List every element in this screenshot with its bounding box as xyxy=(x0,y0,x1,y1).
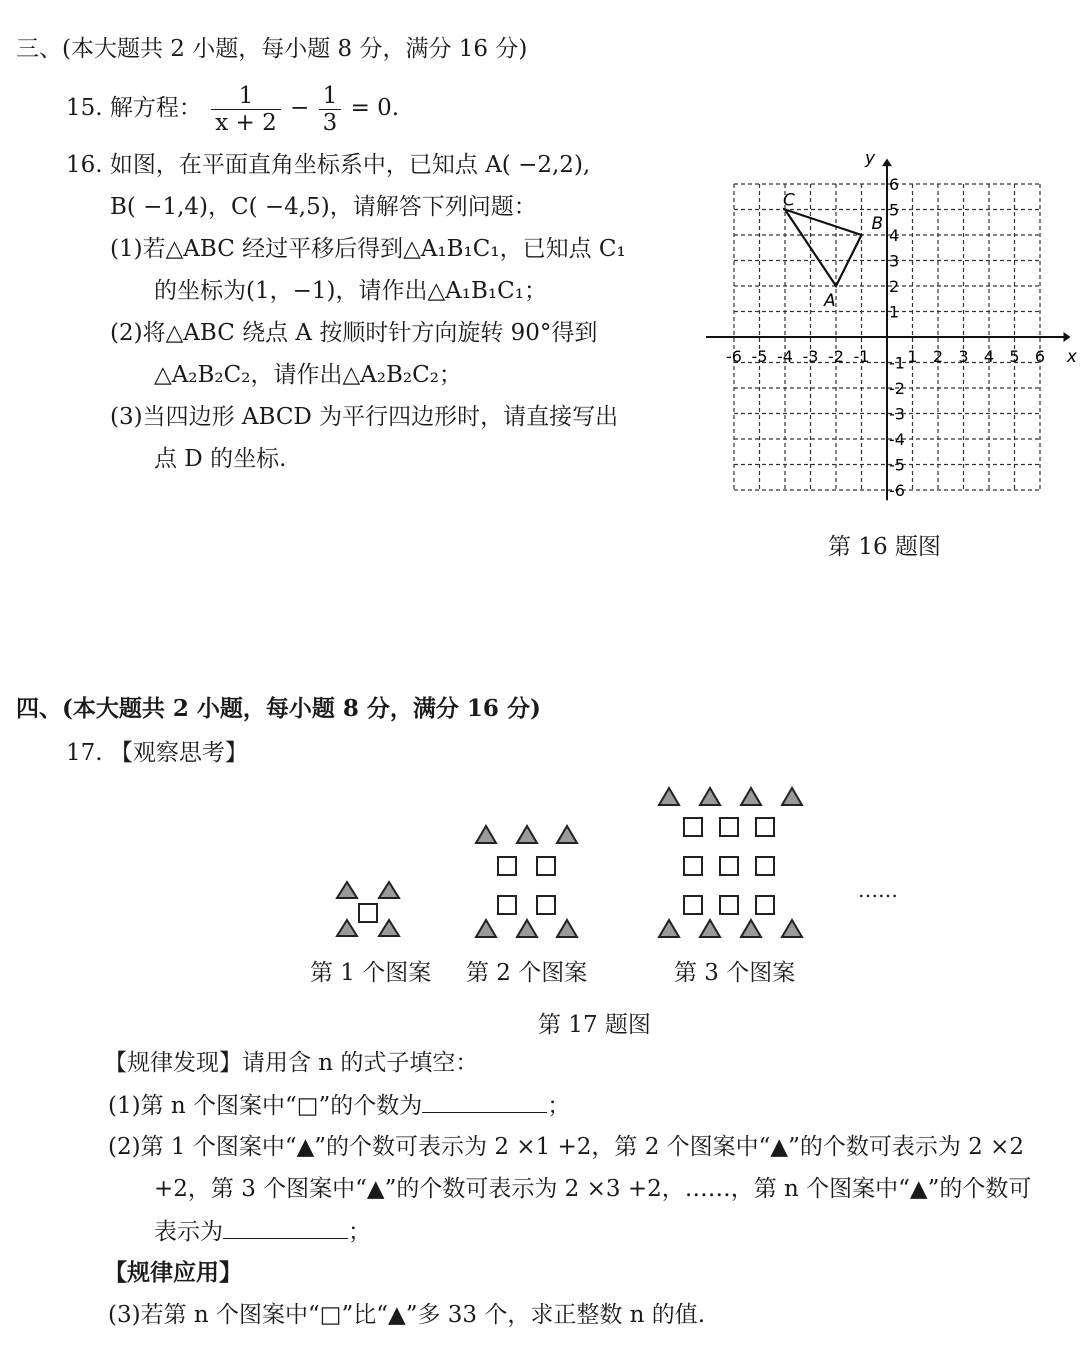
square-icon xyxy=(498,857,516,875)
q16-part3-a: (3)当四边形 ABCD 为平行四边形时，请直接写出 xyxy=(110,404,619,430)
triangle-icon xyxy=(557,920,577,937)
figure17-caption: 第 17 题图 xyxy=(538,1012,651,1038)
section4-header: 四、(本大题共 2 小题，每小题 8 分，满分 16 分) xyxy=(16,695,541,722)
q17-part2-c xyxy=(154,1216,371,1247)
y-tick-label: -2 xyxy=(889,379,905,398)
coordinate-grid-figure xyxy=(0,0,1080,560)
q16-part2-b: △A₂B₂C₂，请作出△A₂B₂C₂； xyxy=(154,362,462,388)
square-icon xyxy=(756,857,774,875)
triangle-icon xyxy=(741,920,761,937)
rule-application-heading: 【规律应用】 xyxy=(104,1259,242,1286)
x-axis-label: x xyxy=(1066,347,1077,367)
square-icon xyxy=(684,857,702,875)
q17-part1-text: (1)第 n 个图案中“□”的个数为 xyxy=(108,1093,423,1119)
q16-part1-b: 的坐标为(1，−1)，请作出△A₁B₁C₁； xyxy=(154,278,547,304)
q17-part1-end: ； xyxy=(547,1093,571,1119)
x-tick-label: -3 xyxy=(802,347,819,366)
triangle-icon xyxy=(337,882,357,898)
triangle-abc xyxy=(783,191,883,312)
y-tick-label: -1 xyxy=(889,353,905,373)
pattern-1 xyxy=(337,882,399,936)
y-tick-label: 2 xyxy=(889,277,900,296)
x-tick-label: -2 xyxy=(828,347,844,366)
square-icon xyxy=(720,896,738,914)
triangle-icon xyxy=(379,882,399,898)
x-tick-label: 1 xyxy=(907,347,918,366)
triangle-icon xyxy=(741,788,761,805)
q16-part2-a: (2)将△ABC 绕点 A 按顺时针方向旋转 90°得到 xyxy=(110,320,598,346)
pattern-ellipsis: …… xyxy=(858,878,898,902)
x-tick-label: -4 xyxy=(777,347,793,366)
triangle-icon xyxy=(379,920,399,936)
q16-part1-a: (1)若△ABC 经过平移后得到△A₁B₁C₁，已知点 C₁ xyxy=(110,236,626,262)
q17-part2-b: +2，第 3 个图案中“▲”的个数可表示为 2 ×3 +2，……，第 n 个图案中“▲”的个数可 xyxy=(154,1176,1032,1202)
q17-title: 17. 【观察思考】 xyxy=(66,740,248,766)
q17-part1 xyxy=(108,1090,570,1121)
triangle-icon xyxy=(557,826,577,843)
q15-number: 15. xyxy=(66,95,103,121)
y-tick-label: -3 xyxy=(889,404,905,424)
x-tick-label: -1 xyxy=(853,347,870,366)
square-icon xyxy=(684,818,702,836)
triangle-icon xyxy=(476,920,496,937)
q17-part3: (3)若第 n 个图案中“□”比“▲”多 33 个，求正整数 n 的值. xyxy=(108,1302,706,1328)
x-tick-label: 2 xyxy=(932,347,944,366)
x-tick-label: 6 xyxy=(1034,347,1046,366)
q15-suffix: = 0. xyxy=(350,95,400,121)
x-tick-label: -5 xyxy=(751,347,768,366)
y-tick-label: 6 xyxy=(889,175,900,194)
x-axis-arrow-icon xyxy=(1064,332,1071,342)
x-tick-label: -6 xyxy=(726,347,742,366)
triangle-icon xyxy=(700,788,720,805)
triangle-icon xyxy=(517,826,537,843)
square-icon xyxy=(498,896,516,914)
square-icon xyxy=(684,896,702,914)
square-icon xyxy=(720,857,738,875)
y-tick-label: 4 xyxy=(889,226,900,245)
q15-frac2-denominator: 3 xyxy=(322,109,338,136)
section3-header: 三、(本大题共 2 小题，每小题 8 分，满分 16 分) xyxy=(16,36,528,62)
y-tick-label: -6 xyxy=(889,481,905,500)
q17-part2-a: (2)第 1 个图案中“▲”的个数可表示为 2 ×1 +2，第 2 个图案中“▲”的个数可表示为 2 ×2 xyxy=(108,1134,1025,1160)
square-icon xyxy=(720,818,738,836)
square-icon xyxy=(537,857,555,875)
q15-frac1-denominator: x + 2 xyxy=(215,109,277,136)
point-label-c: C xyxy=(783,190,795,211)
y-tick-label: 5 xyxy=(889,200,900,220)
q15-minus: − xyxy=(290,95,310,121)
x-tick-label: 3 xyxy=(958,347,969,366)
y-axis-arrow-icon xyxy=(882,159,892,167)
q17-part2-c-text: 表示为 xyxy=(154,1219,223,1245)
pattern-2-caption: 第 2 个图案 xyxy=(466,960,588,986)
q15-prefix: 解方程： xyxy=(109,95,202,121)
y-tick-label: -5 xyxy=(889,455,905,475)
triangle-icon xyxy=(337,920,357,936)
rule-discovery-heading: 【规律发现】请用含 n 的式子填空： xyxy=(104,1050,479,1076)
triangle-icon xyxy=(782,788,802,805)
triangle-icon xyxy=(659,788,679,805)
x-tick-label: 4 xyxy=(983,347,995,366)
q17-part2-blank xyxy=(223,1216,348,1239)
pattern-2 xyxy=(476,826,577,937)
x-tick-label: 5 xyxy=(1009,347,1020,366)
square-icon xyxy=(359,904,377,922)
y-tick-label: 1 xyxy=(889,302,900,322)
q16-line2: B( −1,4)，C( −4,5)，请解答下列问题： xyxy=(110,194,537,220)
y-axis-label: y xyxy=(865,148,876,169)
square-icon xyxy=(756,896,774,914)
triangle-icon xyxy=(782,920,802,937)
y-tick-label: -4 xyxy=(889,430,905,449)
q15-frac1-numerator: 1 xyxy=(211,83,281,110)
point-label-a: A xyxy=(824,291,836,311)
pattern-1-caption: 第 1 个图案 xyxy=(310,960,432,986)
triangle-icon xyxy=(476,826,496,843)
pattern-figure xyxy=(300,780,900,950)
triangle-icon xyxy=(659,920,679,937)
q15-frac2-numerator: 1 xyxy=(319,83,342,110)
q16-line1: 16. 如图，在平面直角坐标系中，已知点 A( −2,2), xyxy=(66,152,591,178)
q16-part3-b: 点 D 的坐标. xyxy=(154,446,287,472)
pattern-3-caption: 第 3 个图案 xyxy=(674,960,796,986)
figure16-caption: 第 16 题图 xyxy=(828,534,941,560)
square-icon xyxy=(537,896,555,914)
q17-part2-end: ； xyxy=(348,1219,371,1245)
square-icon xyxy=(756,818,774,836)
triangle-abc-shape xyxy=(785,210,862,287)
triangle-icon xyxy=(700,920,720,937)
y-tick-label: 3 xyxy=(889,251,900,271)
q17-part1-blank xyxy=(422,1090,547,1113)
pattern-3 xyxy=(659,788,802,937)
triangle-icon xyxy=(517,920,537,937)
point-label-b: B xyxy=(871,214,884,234)
